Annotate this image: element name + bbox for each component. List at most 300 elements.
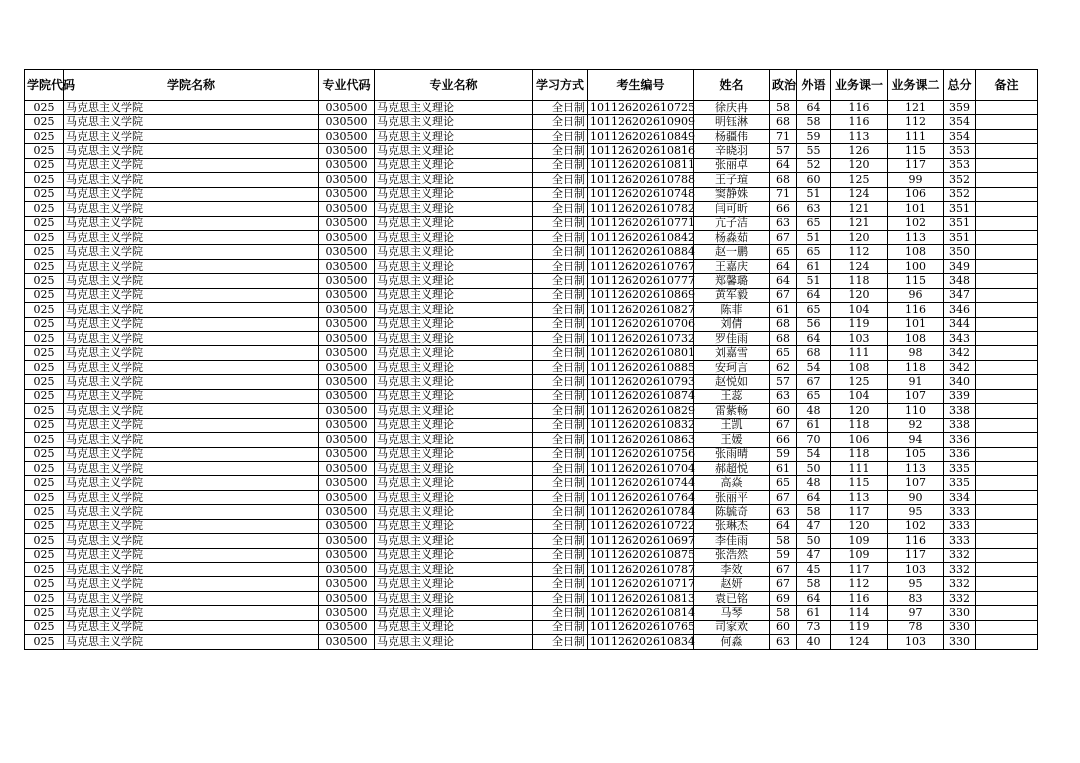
cell-foreign-language-score: 51 — [797, 230, 831, 244]
cell-study-mode: 全日制 — [533, 230, 588, 244]
cell-college-code: 025 — [25, 389, 64, 403]
header-major-code: 专业代码 — [319, 70, 375, 101]
cell-politics-score: 58 — [770, 534, 797, 548]
cell-candidate-id: 101126202610706 — [588, 317, 694, 331]
cell-politics-score: 68 — [770, 317, 797, 331]
cell-remarks — [976, 519, 1038, 533]
cell-candidate-id: 101126202610885 — [588, 360, 694, 374]
table-row — [25, 158, 1038, 172]
table-row — [25, 375, 1038, 389]
cell-total-score: 343 — [944, 332, 976, 346]
cell-student-name: 张浩然 — [694, 548, 770, 562]
cell-subject-one-score: 112 — [831, 577, 888, 591]
table-row — [25, 245, 1038, 259]
cell-student-name: 张丽平 — [694, 490, 770, 504]
cell-remarks — [976, 505, 1038, 519]
cell-study-mode: 全日制 — [533, 519, 588, 533]
cell-subject-two-score: 117 — [888, 548, 944, 562]
cell-subject-one-score: 117 — [831, 505, 888, 519]
header-subject-two: 业务课二 — [888, 70, 944, 101]
cell-total-score: 335 — [944, 476, 976, 490]
cell-remarks — [976, 216, 1038, 230]
cell-remarks — [976, 447, 1038, 461]
cell-major-code: 030500 — [319, 245, 375, 259]
cell-candidate-id: 101126202610765 — [588, 620, 694, 634]
cell-remarks — [976, 101, 1038, 115]
cell-foreign-language-score: 64 — [797, 288, 831, 302]
cell-candidate-id: 101126202610884 — [588, 245, 694, 259]
cell-major-code: 030500 — [319, 216, 375, 230]
cell-candidate-id: 101126202610814 — [588, 606, 694, 620]
cell-study-mode: 全日制 — [533, 259, 588, 273]
cell-major-name: 马克思主义理论 — [375, 476, 533, 490]
cell-remarks — [976, 274, 1038, 288]
cell-study-mode: 全日制 — [533, 375, 588, 389]
cell-remarks — [976, 259, 1038, 273]
cell-politics-score: 59 — [770, 548, 797, 562]
table-row — [25, 173, 1038, 187]
cell-total-score: 340 — [944, 375, 976, 389]
cell-remarks — [976, 534, 1038, 548]
cell-subject-one-score: 119 — [831, 317, 888, 331]
cell-candidate-id: 101126202610788 — [588, 173, 694, 187]
cell-candidate-id: 101126202610816 — [588, 144, 694, 158]
cell-study-mode: 全日制 — [533, 187, 588, 201]
cell-remarks — [976, 404, 1038, 418]
cell-major-code: 030500 — [319, 591, 375, 605]
cell-student-name: 高焱 — [694, 476, 770, 490]
cell-study-mode: 全日制 — [533, 202, 588, 216]
cell-study-mode: 全日制 — [533, 158, 588, 172]
cell-college-code: 025 — [25, 230, 64, 244]
cell-college-code: 025 — [25, 418, 64, 432]
cell-foreign-language-score: 58 — [797, 505, 831, 519]
table-row — [25, 360, 1038, 374]
cell-politics-score: 67 — [770, 230, 797, 244]
cell-college-code: 025 — [25, 173, 64, 187]
cell-student-name: 王子瑄 — [694, 173, 770, 187]
score-table — [24, 69, 1038, 650]
cell-total-score: 351 — [944, 202, 976, 216]
cell-remarks — [976, 591, 1038, 605]
cell-foreign-language-score: 51 — [797, 187, 831, 201]
cell-subject-one-score: 120 — [831, 230, 888, 244]
cell-major-name: 马克思主义理论 — [375, 620, 533, 634]
cell-remarks — [976, 144, 1038, 158]
cell-student-name: 赵妍 — [694, 577, 770, 591]
cell-politics-score: 60 — [770, 404, 797, 418]
cell-study-mode: 全日制 — [533, 447, 588, 461]
cell-candidate-id: 101126202610767 — [588, 259, 694, 273]
cell-major-code: 030500 — [319, 360, 375, 374]
cell-college-name: 马克思主义学院 — [64, 129, 319, 143]
cell-study-mode: 全日制 — [533, 274, 588, 288]
cell-major-code: 030500 — [319, 563, 375, 577]
cell-subject-two-score: 121 — [888, 101, 944, 115]
cell-candidate-id: 101126202610782 — [588, 202, 694, 216]
cell-subject-two-score: 97 — [888, 606, 944, 620]
cell-student-name: 黄军毅 — [694, 288, 770, 302]
cell-politics-score: 57 — [770, 375, 797, 389]
cell-major-name: 马克思主义理论 — [375, 563, 533, 577]
cell-candidate-id: 101126202610874 — [588, 389, 694, 403]
cell-foreign-language-score: 50 — [797, 461, 831, 475]
table-row — [25, 115, 1038, 129]
cell-subject-one-score: 109 — [831, 548, 888, 562]
cell-student-name: 亢子洁 — [694, 216, 770, 230]
cell-college-name: 马克思主义学院 — [64, 591, 319, 605]
cell-foreign-language-score: 61 — [797, 606, 831, 620]
cell-foreign-language-score: 58 — [797, 577, 831, 591]
cell-college-code: 025 — [25, 505, 64, 519]
cell-total-score: 333 — [944, 519, 976, 533]
cell-major-name: 马克思主义理论 — [375, 216, 533, 230]
cell-subject-two-score: 94 — [888, 433, 944, 447]
cell-foreign-language-score: 52 — [797, 158, 831, 172]
cell-subject-one-score: 124 — [831, 635, 888, 649]
cell-foreign-language-score: 55 — [797, 144, 831, 158]
cell-major-name: 马克思主义理论 — [375, 360, 533, 374]
table-row — [25, 505, 1038, 519]
cell-study-mode: 全日制 — [533, 317, 588, 331]
cell-student-name: 雷紫畅 — [694, 404, 770, 418]
cell-subject-one-score: 106 — [831, 433, 888, 447]
cell-candidate-id: 101126202610771 — [588, 216, 694, 230]
cell-total-score: 346 — [944, 303, 976, 317]
cell-student-name: 赵一鹏 — [694, 245, 770, 259]
cell-subject-one-score: 118 — [831, 447, 888, 461]
table-row — [25, 433, 1038, 447]
table-row — [25, 346, 1038, 360]
cell-subject-one-score: 124 — [831, 187, 888, 201]
cell-subject-one-score: 121 — [831, 216, 888, 230]
cell-foreign-language-score: 63 — [797, 202, 831, 216]
cell-remarks — [976, 230, 1038, 244]
cell-college-name: 马克思主义学院 — [64, 360, 319, 374]
cell-college-code: 025 — [25, 216, 64, 230]
cell-student-name: 陈毓奇 — [694, 505, 770, 519]
cell-candidate-id: 101126202610787 — [588, 563, 694, 577]
cell-subject-two-score: 103 — [888, 563, 944, 577]
cell-remarks — [976, 433, 1038, 447]
cell-subject-two-score: 111 — [888, 129, 944, 143]
cell-candidate-id: 101126202610744 — [588, 476, 694, 490]
cell-politics-score: 61 — [770, 461, 797, 475]
cell-college-code: 025 — [25, 433, 64, 447]
cell-college-name: 马克思主义学院 — [64, 519, 319, 533]
cell-candidate-id: 101126202610909 — [588, 115, 694, 129]
cell-candidate-id: 101126202610725 — [588, 101, 694, 115]
cell-college-code: 025 — [25, 375, 64, 389]
table-row — [25, 187, 1038, 201]
cell-total-score: 342 — [944, 346, 976, 360]
table-row — [25, 548, 1038, 562]
cell-foreign-language-score: 40 — [797, 635, 831, 649]
cell-remarks — [976, 461, 1038, 475]
cell-study-mode: 全日制 — [533, 606, 588, 620]
cell-major-code: 030500 — [319, 505, 375, 519]
table-header — [25, 70, 1038, 101]
cell-subject-one-score: 111 — [831, 346, 888, 360]
cell-study-mode: 全日制 — [533, 173, 588, 187]
cell-major-code: 030500 — [319, 101, 375, 115]
cell-student-name: 张雨晴 — [694, 447, 770, 461]
header-candidate-id: 考生编号 — [588, 70, 694, 101]
cell-major-code: 030500 — [319, 202, 375, 216]
cell-candidate-id: 101126202610801 — [588, 346, 694, 360]
cell-major-code: 030500 — [319, 173, 375, 187]
cell-student-name: 张琳杰 — [694, 519, 770, 533]
cell-candidate-id: 101126202610869 — [588, 288, 694, 302]
cell-total-score: 351 — [944, 230, 976, 244]
cell-politics-score: 67 — [770, 563, 797, 577]
cell-politics-score: 63 — [770, 216, 797, 230]
cell-college-name: 马克思主义学院 — [64, 548, 319, 562]
table-row — [25, 202, 1038, 216]
cell-study-mode: 全日制 — [533, 563, 588, 577]
cell-subject-one-score: 104 — [831, 389, 888, 403]
cell-subject-two-score: 96 — [888, 288, 944, 302]
table-row — [25, 519, 1038, 533]
cell-student-name: 袁已铭 — [694, 591, 770, 605]
cell-study-mode: 全日制 — [533, 144, 588, 158]
cell-total-score: 353 — [944, 158, 976, 172]
cell-total-score: 332 — [944, 577, 976, 591]
cell-student-name: 陈菲 — [694, 303, 770, 317]
cell-major-code: 030500 — [319, 187, 375, 201]
cell-subject-two-score: 108 — [888, 245, 944, 259]
table-row — [25, 635, 1038, 649]
cell-remarks — [976, 360, 1038, 374]
cell-study-mode: 全日制 — [533, 332, 588, 346]
cell-major-code: 030500 — [319, 259, 375, 273]
cell-major-name: 马克思主义理论 — [375, 230, 533, 244]
cell-politics-score: 69 — [770, 591, 797, 605]
cell-foreign-language-score: 64 — [797, 332, 831, 346]
cell-major-code: 030500 — [319, 635, 375, 649]
cell-college-name: 马克思主义学院 — [64, 563, 319, 577]
cell-subject-two-score: 107 — [888, 476, 944, 490]
cell-major-name: 马克思主义理论 — [375, 259, 533, 273]
cell-foreign-language-score: 70 — [797, 433, 831, 447]
cell-major-name: 马克思主义理论 — [375, 519, 533, 533]
cell-college-code: 025 — [25, 620, 64, 634]
cell-foreign-language-score: 60 — [797, 173, 831, 187]
cell-study-mode: 全日制 — [533, 404, 588, 418]
cell-remarks — [976, 129, 1038, 143]
cell-subject-one-score: 118 — [831, 274, 888, 288]
cell-college-code: 025 — [25, 187, 64, 201]
cell-college-name: 马克思主义学院 — [64, 404, 319, 418]
cell-foreign-language-score: 64 — [797, 101, 831, 115]
cell-total-score: 353 — [944, 144, 976, 158]
cell-politics-score: 67 — [770, 418, 797, 432]
cell-subject-one-score: 113 — [831, 129, 888, 143]
cell-college-name: 马克思主义学院 — [64, 317, 319, 331]
cell-foreign-language-score: 59 — [797, 129, 831, 143]
cell-college-code: 025 — [25, 115, 64, 129]
cell-student-name: 罗佳雨 — [694, 332, 770, 346]
cell-remarks — [976, 115, 1038, 129]
cell-subject-one-score: 113 — [831, 490, 888, 504]
cell-subject-one-score: 121 — [831, 202, 888, 216]
cell-subject-two-score: 116 — [888, 303, 944, 317]
cell-subject-one-score: 125 — [831, 173, 888, 187]
cell-foreign-language-score: 51 — [797, 274, 831, 288]
cell-major-code: 030500 — [319, 490, 375, 504]
cell-foreign-language-score: 48 — [797, 476, 831, 490]
cell-student-name: 徐庆冉 — [694, 101, 770, 115]
table-row — [25, 490, 1038, 504]
cell-major-code: 030500 — [319, 519, 375, 533]
cell-subject-one-score: 115 — [831, 476, 888, 490]
cell-remarks — [976, 332, 1038, 346]
table-row — [25, 216, 1038, 230]
cell-study-mode: 全日制 — [533, 303, 588, 317]
cell-foreign-language-score: 64 — [797, 591, 831, 605]
cell-college-name: 马克思主义学院 — [64, 259, 319, 273]
cell-total-score: 338 — [944, 418, 976, 432]
cell-candidate-id: 101126202610793 — [588, 375, 694, 389]
cell-subject-one-score: 109 — [831, 534, 888, 548]
cell-major-name: 马克思主义理论 — [375, 534, 533, 548]
cell-subject-one-score: 124 — [831, 259, 888, 273]
cell-student-name: 郝超悦 — [694, 461, 770, 475]
cell-study-mode: 全日制 — [533, 418, 588, 432]
cell-subject-one-score: 103 — [831, 332, 888, 346]
cell-subject-one-score: 120 — [831, 519, 888, 533]
cell-college-code: 025 — [25, 144, 64, 158]
cell-politics-score: 57 — [770, 144, 797, 158]
cell-major-name: 马克思主义理论 — [375, 418, 533, 432]
cell-subject-two-score: 98 — [888, 346, 944, 360]
table-row — [25, 577, 1038, 591]
cell-major-code: 030500 — [319, 620, 375, 634]
cell-college-code: 025 — [25, 461, 64, 475]
cell-subject-two-score: 106 — [888, 187, 944, 201]
cell-college-code: 025 — [25, 577, 64, 591]
cell-foreign-language-score: 64 — [797, 490, 831, 504]
cell-candidate-id: 101126202610784 — [588, 505, 694, 519]
cell-subject-two-score: 102 — [888, 519, 944, 533]
cell-subject-two-score: 83 — [888, 591, 944, 605]
cell-politics-score: 65 — [770, 346, 797, 360]
cell-candidate-id: 101126202610849 — [588, 129, 694, 143]
cell-politics-score: 68 — [770, 332, 797, 346]
cell-study-mode: 全日制 — [533, 577, 588, 591]
cell-major-code: 030500 — [319, 404, 375, 418]
cell-study-mode: 全日制 — [533, 389, 588, 403]
cell-politics-score: 66 — [770, 433, 797, 447]
cell-candidate-id: 101126202610748 — [588, 187, 694, 201]
cell-remarks — [976, 577, 1038, 591]
cell-candidate-id: 101126202610764 — [588, 490, 694, 504]
cell-college-name: 马克思主义学院 — [64, 187, 319, 201]
header-row — [25, 70, 1038, 101]
cell-college-name: 马克思主义学院 — [64, 490, 319, 504]
table-row — [25, 404, 1038, 418]
cell-subject-one-score: 112 — [831, 245, 888, 259]
cell-study-mode: 全日制 — [533, 129, 588, 143]
cell-politics-score: 64 — [770, 274, 797, 288]
cell-college-name: 马克思主义学院 — [64, 389, 319, 403]
cell-remarks — [976, 303, 1038, 317]
table-row — [25, 447, 1038, 461]
cell-foreign-language-score: 48 — [797, 404, 831, 418]
cell-college-name: 马克思主义学院 — [64, 534, 319, 548]
cell-college-name: 马克思主义学院 — [64, 274, 319, 288]
cell-candidate-id: 101126202610813 — [588, 591, 694, 605]
cell-subject-two-score: 113 — [888, 461, 944, 475]
cell-student-name: 刘倩 — [694, 317, 770, 331]
cell-subject-two-score: 101 — [888, 317, 944, 331]
cell-foreign-language-score: 68 — [797, 346, 831, 360]
cell-major-name: 马克思主义理论 — [375, 245, 533, 259]
cell-college-name: 马克思主义学院 — [64, 346, 319, 360]
cell-major-name: 马克思主义理论 — [375, 158, 533, 172]
table-row — [25, 476, 1038, 490]
cell-student-name: 闫可昕 — [694, 202, 770, 216]
cell-college-name: 马克思主义学院 — [64, 173, 319, 187]
cell-college-code: 025 — [25, 447, 64, 461]
cell-total-score: 348 — [944, 274, 976, 288]
cell-remarks — [976, 548, 1038, 562]
cell-remarks — [976, 606, 1038, 620]
cell-major-name: 马克思主义理论 — [375, 101, 533, 115]
cell-college-name: 马克思主义学院 — [64, 577, 319, 591]
cell-total-score: 332 — [944, 548, 976, 562]
cell-total-score: 359 — [944, 101, 976, 115]
cell-subject-one-score: 116 — [831, 115, 888, 129]
cell-college-name: 马克思主义学院 — [64, 476, 319, 490]
cell-college-code: 025 — [25, 101, 64, 115]
cell-student-name: 辛晓羽 — [694, 144, 770, 158]
cell-subject-two-score: 90 — [888, 490, 944, 504]
cell-subject-two-score: 115 — [888, 144, 944, 158]
cell-remarks — [976, 202, 1038, 216]
cell-college-code: 025 — [25, 332, 64, 346]
cell-study-mode: 全日制 — [533, 534, 588, 548]
cell-subject-two-score: 78 — [888, 620, 944, 634]
cell-total-score: 336 — [944, 447, 976, 461]
cell-foreign-language-score: 54 — [797, 360, 831, 374]
cell-college-name: 马克思主义学院 — [64, 418, 319, 432]
cell-major-name: 马克思主义理论 — [375, 461, 533, 475]
table-row — [25, 129, 1038, 143]
cell-student-name: 窦静姝 — [694, 187, 770, 201]
cell-study-mode: 全日制 — [533, 216, 588, 230]
cell-college-name: 马克思主义学院 — [64, 158, 319, 172]
cell-major-name: 马克思主义理论 — [375, 288, 533, 302]
cell-college-code: 025 — [25, 245, 64, 259]
cell-major-code: 030500 — [319, 317, 375, 331]
cell-major-name: 马克思主义理论 — [375, 173, 533, 187]
cell-college-name: 马克思主义学院 — [64, 230, 319, 244]
cell-student-name: 赵悦如 — [694, 375, 770, 389]
cell-politics-score: 63 — [770, 389, 797, 403]
table-row — [25, 303, 1038, 317]
cell-total-score: 336 — [944, 433, 976, 447]
cell-foreign-language-score: 61 — [797, 418, 831, 432]
cell-college-name: 马克思主义学院 — [64, 447, 319, 461]
cell-foreign-language-score: 54 — [797, 447, 831, 461]
cell-study-mode: 全日制 — [533, 245, 588, 259]
cell-major-code: 030500 — [319, 418, 375, 432]
cell-subject-one-score: 108 — [831, 360, 888, 374]
table-row — [25, 230, 1038, 244]
cell-student-name: 郑馨璐 — [694, 274, 770, 288]
cell-subject-two-score: 101 — [888, 202, 944, 216]
